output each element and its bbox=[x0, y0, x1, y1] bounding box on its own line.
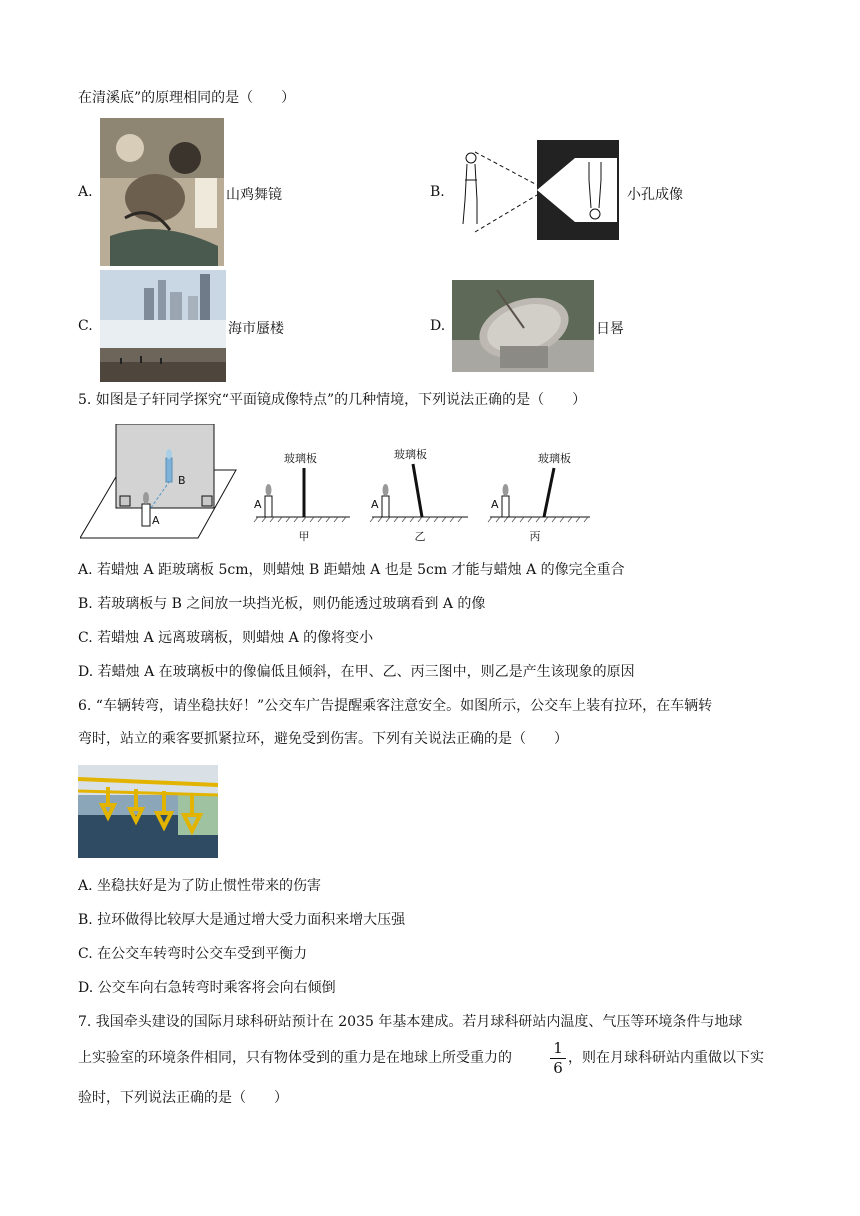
q7-fraction bbox=[550, 1040, 566, 1077]
q5-jia-label-a: A bbox=[254, 498, 262, 511]
q6-option-d: D. 公交车向右急转弯时乘客将会向右倾倒 bbox=[78, 980, 336, 996]
q6-option-b: B. 拉环做得比较厚大是通过增大受力面积来增大压强 bbox=[78, 912, 406, 928]
q5-bing-glass: 玻璃板 bbox=[538, 452, 571, 465]
q5-option-b: B. 若玻璃板与 B 之间放一块挡光板，则仍能透过玻璃看到 A 的像 bbox=[78, 596, 486, 612]
q4-stem-tail: 在清溪底”的原理相同的是（ ） bbox=[78, 90, 296, 106]
q4-option-b-label: 小孔成像 bbox=[627, 187, 683, 203]
q5-stem: 5. 如图是子轩同学探究“平面镜成像特点”的几种情境，下列说法正确的是（ ） bbox=[78, 392, 587, 408]
q7-stem-line1: 7. 我国牵头建设的国际月球科研站预计在 2035 年基本建成。若月球科研站内温度、气压等环境条件与地球 bbox=[78, 1014, 743, 1030]
q5-figure-jia bbox=[254, 451, 350, 543]
q5-figure-yi bbox=[370, 447, 468, 543]
q5-figure bbox=[80, 424, 600, 548]
q4-option-d-image bbox=[452, 280, 594, 372]
q5-label-b: B bbox=[178, 474, 186, 487]
q4-option-d-letter: D. bbox=[430, 318, 446, 334]
q4-option-a-letter: A. bbox=[78, 184, 93, 200]
q5-jia-glass: 玻璃板 bbox=[284, 452, 317, 465]
q7-stem-line3: 验时，下列说法正确的是（ ） bbox=[78, 1090, 288, 1106]
q6-stem-line2: 弯时，站立的乘客要抓紧拉环，避免受到伤害。下列有关说法正确的是（ ） bbox=[78, 731, 568, 747]
q5-option-c: C. 若蜡烛 A 远离玻璃板，则蜡烛 A 的像将变小 bbox=[78, 630, 374, 646]
q6-option-a: A. 坐稳扶好是为了防止惯性带来的伤害 bbox=[78, 878, 322, 894]
q5-option-d: D. 若蜡烛 A 在玻璃板中的像偏低且倾斜，在甲、乙、丙三图中，则乙是产生该现象的原因 bbox=[78, 664, 635, 680]
q5-caption-bing: 丙 bbox=[529, 530, 541, 543]
q7-frac-numerator: 1 bbox=[553, 1039, 563, 1057]
q5-caption-yi: 乙 bbox=[414, 530, 426, 543]
q4-option-b-image bbox=[455, 140, 623, 240]
q5-option-a: A. 若蜡烛 A 距玻璃板 5cm，则蜡烛 B 距蜡烛 A 也是 5cm 才能与蜡烛 A 的像完全重合 bbox=[78, 562, 625, 578]
q5-yi-label-a: A bbox=[371, 498, 379, 511]
q4-option-c-letter: C. bbox=[78, 318, 93, 334]
q4-option-d-label: 日晷 bbox=[596, 321, 624, 337]
q7-stem-line2a: 上实验室的环境条件相同，只有物体受到的重力是在地球上所受重力的 bbox=[78, 1050, 512, 1066]
q7-stem-line2b: ，则在月球科研站内重做以下实 bbox=[568, 1050, 764, 1066]
q4-option-c-label: 海市蜃楼 bbox=[228, 321, 284, 337]
q5-bing-label-a: A bbox=[491, 498, 499, 511]
q5-caption-jia: 甲 bbox=[298, 530, 310, 543]
q4-option-b-letter: B. bbox=[430, 184, 445, 200]
q6-bus-image bbox=[78, 765, 218, 858]
q7-frac-denominator: 6 bbox=[553, 1059, 563, 1077]
q5-figure-bing bbox=[488, 451, 590, 543]
q5-label-a: A bbox=[152, 514, 160, 527]
q4-option-c-image bbox=[100, 270, 226, 382]
q4-option-a-image bbox=[100, 118, 224, 266]
q5-yi-glass: 玻璃板 bbox=[394, 448, 427, 461]
q6-stem-line1: 6. “车辆转弯，请坐稳扶好！”公交车广告提醒乘客注意安全。如图所示，公交车上装有拉环，在车辆转 bbox=[78, 698, 713, 714]
q6-option-c: C. 在公交车转弯时公交车受到平衡力 bbox=[78, 946, 308, 962]
q4-option-a-label: 山鸡舞镜 bbox=[226, 187, 282, 203]
